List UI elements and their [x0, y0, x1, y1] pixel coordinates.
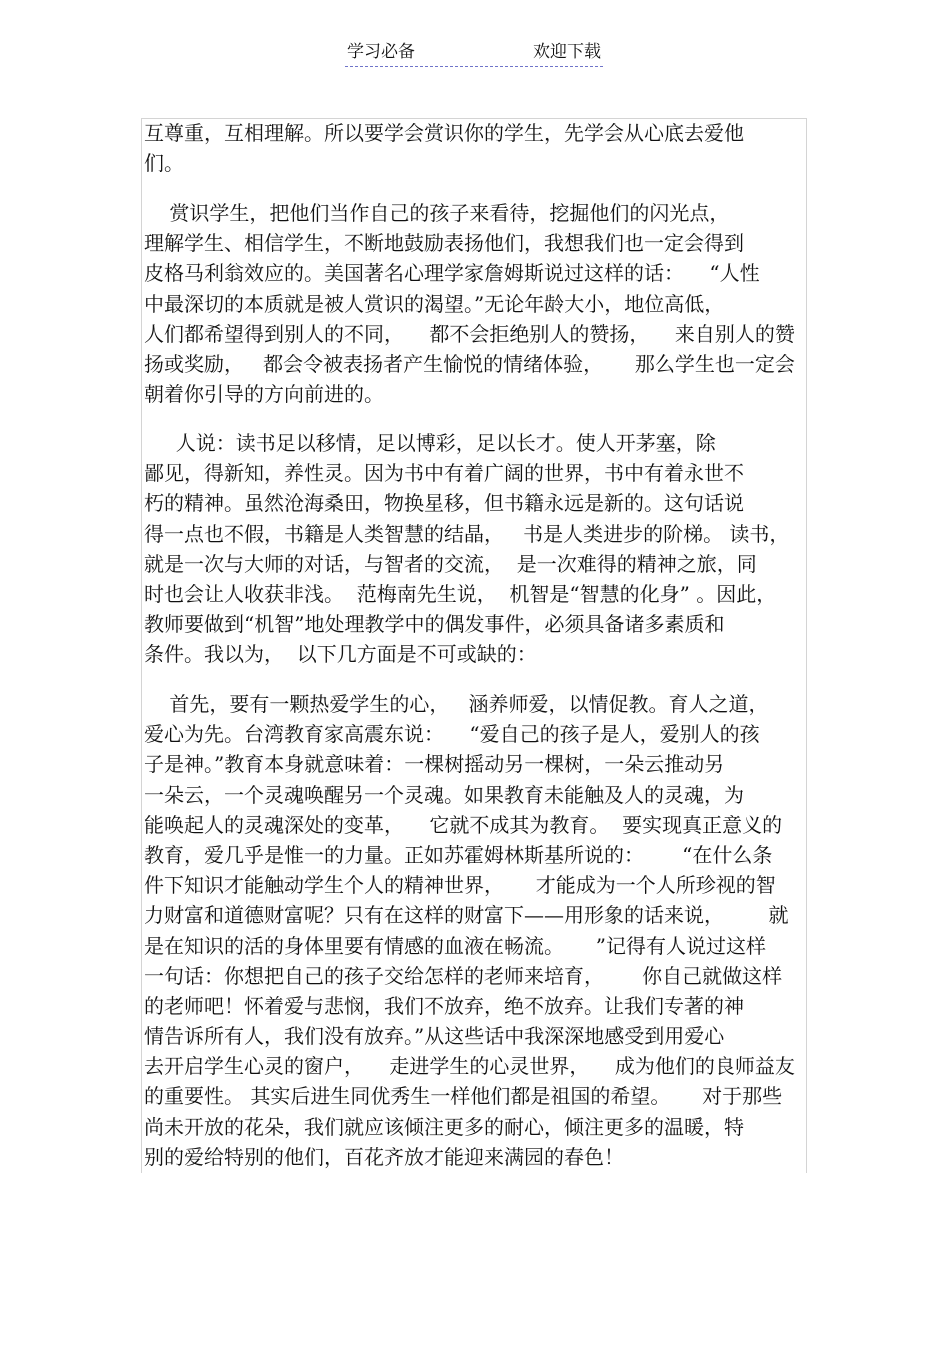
- text-line: 是在知识的活的身体里要有情感的血液在畅流。 ”记得有人说过这样: [144, 933, 767, 958]
- text-line: 力财富和道德财富呢？只有在这样的财富下——用形象的话来说， 就: [144, 903, 789, 928]
- text-line: 时也会让人收获非浅。 范梅南先生说， 机智是“智慧的化身” 。因此，: [144, 581, 777, 606]
- paragraph-2: [144, 198, 804, 409]
- text-line: 朝着你引导的方向前进的。: [144, 382, 384, 407]
- text-line: 爱心为先。台湾教育家高震东说： “爱自己的孩子是人，爱别人的孩: [144, 722, 760, 747]
- text-line: 教师要做到“机智”地处理教学中的偶发事件，必须具备诸多素质和: [144, 612, 725, 637]
- text-line: 皮格马利翁效应的。美国著名心理学家詹姆斯说过这样的话： “人性: [144, 261, 760, 286]
- text-line: 人说：读书足以移情，足以博彩，足以长才。使人开茅塞，除: [144, 431, 716, 455]
- text-line: 鄙见，得新知，养性灵。因为书中有着广阔的世界，书中有着永世不: [144, 461, 744, 486]
- text-line: 条件。我以为， 以下几方面是不可或缺的：: [144, 642, 537, 667]
- text-line: 情告诉所有人，我们没有放弃。”从这些话中我深深地感受到用爱心: [144, 1024, 725, 1049]
- text-line: 人们都希望得到别人的不同， 都不会拒绝别人的赞扬， 来自别人的赞: [144, 321, 795, 346]
- text-line: 理解学生、相信学生，不断地鼓励表扬他们，我想我们也一定会得到: [144, 231, 744, 256]
- paragraph-4: [144, 689, 804, 1172]
- text-line: 能唤起人的灵魂深处的变革， 它就不成其为教育。 要实现真正意义的: [144, 812, 783, 837]
- text-line: 子是神。”教育本身就意味着：一棵树摇动另一棵树，一朵云推动另: [144, 752, 725, 777]
- text-line: 就是一次与大师的对话，与智者的交流， 是一次难得的精神之旅，同: [144, 551, 757, 576]
- text-line: 教育，爱几乎是惟一的力量。正如苏霍姆林斯基所说的： “在什么条: [144, 842, 773, 867]
- text-line: 别的爱给特别的他们，百花齐放才能迎来满园的春色！: [144, 1144, 624, 1169]
- text-line: 尚未开放的花朵，我们就应该倾注更多的耐心，倾注更多的温暖，特: [144, 1114, 744, 1139]
- text-line: 首先，要有一颗热爱学生的心， 涵养师爱，以情促教。育人之道，: [144, 692, 769, 716]
- paragraph-1: [144, 118, 804, 178]
- header-right-text: 欢迎下载: [533, 42, 601, 62]
- text-line: 的重要性。 其实后进生同优秀生一样他们都是祖国的希望。 对于那些: [144, 1084, 783, 1109]
- text-line: 中最深切的本质就是被人赏识的渴望。”无论年龄大小，地位高低，: [144, 291, 725, 316]
- text-line: 一句话：你想把自己的孩子交给怎样的老师来培育， 你自己就做这样: [144, 963, 783, 988]
- text-line: 得一点也不假，书籍是人类智慧的结晶， 书是人类进步的阶梯。 读书，: [144, 521, 790, 546]
- text-line: 去开启学生心灵的窗户， 走进学生的心灵世界， 成为他们的良师益友: [144, 1054, 795, 1079]
- text-line: 赏识学生，把他们当作自己的孩子来看待，挖掘他们的闪光点，: [144, 201, 730, 225]
- text-line: 件下知识才能触动学生个人的精神世界， 才能成为一个人所珍视的智: [144, 873, 776, 898]
- text-line: 互尊重，互相理解。所以要学会赏识你的学生，先学会从心底去爱他: [144, 121, 744, 145]
- page-header: [345, 40, 603, 67]
- header-left-text: 学习必备: [347, 42, 415, 62]
- text-line: 们。: [144, 151, 184, 176]
- paragraph-3: [144, 428, 804, 670]
- text-line: 朽的精神。虽然沧海桑田，物换星移，但书籍永远是新的。这句话说: [144, 491, 744, 516]
- text-line: 一朵云，一个灵魂唤醒另一个灵魂。如果教育未能触及人的灵魂，为: [144, 782, 744, 807]
- text-line: 扬或奖励， 都会令被表扬者产生愉悦的情绪体验， 那么学生也一定会: [144, 351, 795, 376]
- text-line: 的老师吧！怀着爱与悲悯，我们不放弃，绝不放弃。让我们专著的神: [144, 993, 744, 1018]
